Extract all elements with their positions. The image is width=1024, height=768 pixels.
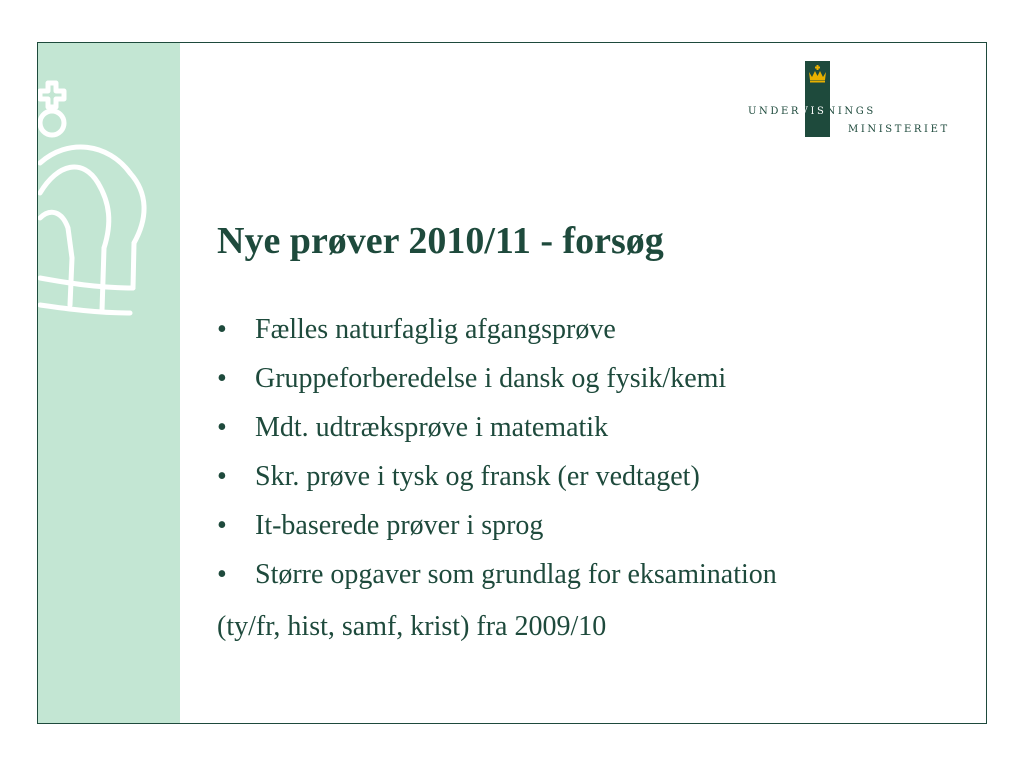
- bullet-marker: •: [217, 412, 227, 443]
- logo-text-vis: VIS: [800, 106, 827, 117]
- bullet-marker: •: [217, 314, 227, 345]
- crown-watermark-icon: [38, 43, 180, 343]
- bullet-text: Fælles naturfaglig afgangsprøve: [255, 314, 616, 345]
- bullet-list: [217, 314, 777, 608]
- bullet-text: Skr. prøve i tysk og fransk (er vedtaget): [255, 461, 700, 492]
- bullet-text: It-baserede prøver i sprog: [255, 510, 544, 541]
- bullet-item: [217, 510, 777, 559]
- bullet-item: [217, 461, 777, 510]
- logo-text-under: UNDER: [748, 106, 801, 117]
- bullet-item: [217, 363, 777, 412]
- slide-title: Nye prøver 2010/11 - forsøg: [217, 220, 664, 262]
- bullet-item: [217, 559, 777, 608]
- bullet-marker: •: [217, 363, 227, 394]
- logo-text-line1: [748, 106, 876, 117]
- bullet-marker: •: [217, 559, 227, 590]
- ministry-logo: [748, 61, 978, 141]
- bullet-marker: •: [217, 461, 227, 492]
- bullet-marker: •: [217, 510, 227, 541]
- bullet-text: Gruppeforberedelse i dansk og fysik/kemi: [255, 363, 727, 394]
- slide: [37, 42, 987, 724]
- bullet-text: Mdt. udtræksprøve i matematik: [255, 412, 609, 443]
- bullet-item: [217, 314, 777, 363]
- logo-text-line2: MINISTERIET: [848, 124, 950, 135]
- continuation-text: (ty/fr, hist, samf, krist) fra 2009/10: [217, 611, 607, 642]
- logo-text-nings: NINGS: [826, 106, 876, 117]
- bullet-text: Større opgaver som grundlag for eksamination: [255, 559, 777, 590]
- crown-icon: [808, 65, 827, 83]
- bullet-item: [217, 412, 777, 461]
